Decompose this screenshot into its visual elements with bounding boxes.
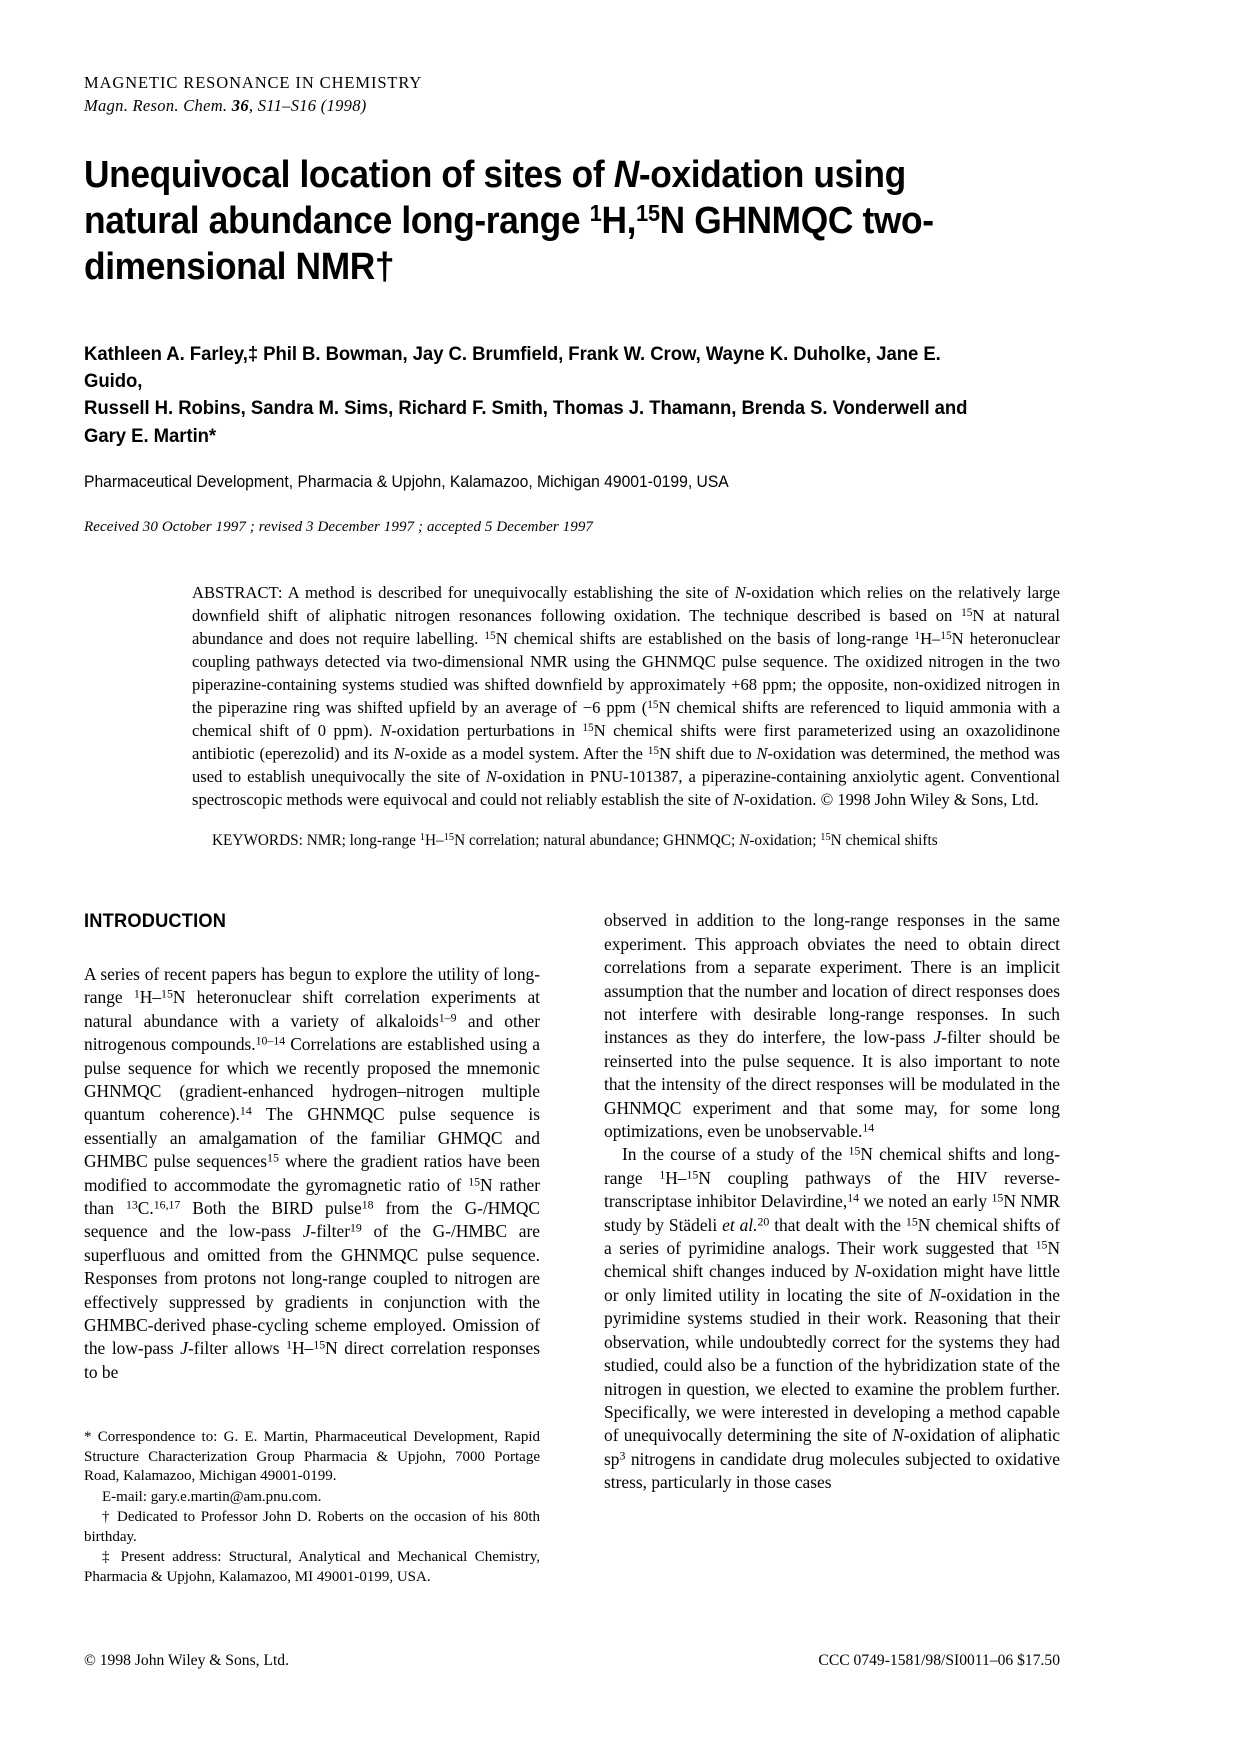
page-content — [84, 72, 1060, 1587]
footnote-email: E-mail: gary.e.martin@am.pnu.com. — [102, 1488, 322, 1505]
title-sup-1H: 1 — [589, 199, 602, 226]
footnote-dedication: † Dedicated to Professor John D. Roberts on the occasion of his 80th birthday. — [84, 1509, 540, 1545]
paragraph: observed in addition to the long-range responses in the same experiment. This approach obviates the need to obtain direct correlations from a separate experiment. There is an implicit assumption that the number and location of direct responses does not interfere with desirable long-range responses. In such instances as they do interfere, the low-pass J-filter should be reinserted into the pulse sequence. It is also important to note that the intensity of the direct responses will be modulated in the GHNMQC experiment and that some may, for some long optimizations, even be unobservable.$^{14}$ — [604, 910, 1060, 1142]
author-line-3: Gary E. Martin* — [84, 424, 217, 447]
abstract-label: ABSTRACT: — [192, 583, 283, 603]
running-head — [84, 72, 1060, 118]
title-part-4: N GHNMQC two-dimensional NMR† — [84, 199, 934, 289]
title-italic-N: N — [613, 153, 639, 196]
keywords-label: KEYWORDS: — [212, 831, 303, 849]
citation-volume: 36 — [231, 95, 249, 115]
title-sup-15N: 15 — [636, 199, 660, 226]
title-part-1: Unequivocal location of sites of — [84, 153, 614, 196]
affiliation: Pharmaceutical Development, Pharmacia & Upjohn, Kalamazoo, Michigan 49001-0199, USA — [84, 472, 729, 491]
keywords — [212, 831, 1060, 852]
citation-prefix: Magn. Reson. Chem. — [84, 95, 232, 115]
footnotes — [84, 1404, 540, 1587]
section-heading-introduction: INTRODUCTION — [84, 911, 227, 933]
column-right — [604, 909, 1060, 1587]
left-column-paragraphs — [84, 963, 540, 1384]
title-part-3: H, — [601, 199, 637, 242]
abstract-text — [192, 582, 1060, 812]
journal-name: MAGNETIC RESONANCE IN CHEMISTRY — [84, 73, 423, 92]
paragraph: A series of recent papers has begun to explore the utility of long-range $^1$H–$^{15}$N heteronuclear shift correlation experiments at natural abundance with a variety of alkaloids$^{1-9}$ and other nitrogenous compounds.$^{10-14}$ Correlations are established using a pulse sequence for which we recently proposed the mnemonic GHNMQC (gradient-enhanced hydrogen–nitrogen multiple quantum coherence).$^{14}$ The GHNMQC pulse sequence is essentially an amalgamation of the familiar GHMQC and GHMBC pulse sequences$^{15}$ where the gradient ratios have been modified to accommodate the gyromagnetic ratio of $^{15}$N rather than $^{13}$C.$^{16,17}$ Both the BIRD pulse$^{18}$ from the G-/HMQC sequence and the low-pass J-filter$^{19}$ of the G-/HMBC are superfluous and omitted from the GHNMQC pulse sequence. Responses from protons not long-range coupled to nitrogen are effectively suppressed by gradients in conjunction with the GHMBC-derived phase-cycling scheme employed. Omission of the low-pass J-filter allows $^1$H–$^{15}$N direct correlation responses to be — [84, 963, 541, 1382]
body-columns — [84, 909, 1060, 1587]
footnote-correspondence: * Correspondence to: G. E. Martin, Pharmaceutical Development, Rapid Structure Characterization Group Pharmacia & Upjohn, 7000 Portage Road, Kalamazoo, Michigan 49001-0199. — [84, 1429, 540, 1485]
abstract-body: A method is described for unequivocally establishing the site of N-oxidation which relies on the relatively large downfield shift of aliphatic nitrogen resonances following oxidation. The technique described is based on $^{15}$N at natural abundance and does not require labelling. $^{15}$N chemical shifts are established on the basis of long-range $^1$H–$^{15}$N heteronuclear coupling pathways detected via two-dimensional NMR using the GHNMQC pulse sequence. The oxidized nitrogen in the two piperazine-containing systems studied was shifted downfield by approximately +68 ppm; the opposite, non-oxidized nitrogen in the piperazine ring was shifted upfield by an average of −6 ppm ($^{15}$N chemical shifts are referenced to liquid ammonia with a chemical shift of 0 ppm). N-oxidation perturbations in $^{15}$N chemical shifts were first parameterized using an oxazolidinone antibiotic (eperezolid) and its N-oxide as a model system. After the $^{15}$N shift due to N-oxidation was determined, the method was used to establish unequivocally the site of N-oxidation in PNU-101387, a piperazine-containing anxiolytic agent. Conventional spectroscopic methods were equivocal and could not reliably establish the site of N-oxidation. © 1998 John Wiley & Sons, Ltd. — [192, 583, 1060, 809]
citation-suffix: , S11–S16 (1998) — [248, 95, 367, 115]
footer-copyright: © 1998 John Wiley & Sons, Ltd. — [84, 1652, 289, 1669]
right-column-paragraphs — [604, 909, 1060, 1494]
page-title — [84, 152, 963, 291]
abstract-block — [192, 582, 1060, 851]
paragraph: In the course of a study of the $^{15}$N chemical shifts and long-range $^1$H–$^{15}$N coupling pathways of the HIV reverse-transcriptase inhibitor Delavirdine,$^{14}$ we noted an early $^{15}$N NMR study by Städeli et al.$^{20}$ that dealt with the $^{15}$N chemical shifts of a series of pyrimidine analogs. Their work suggested that $^{15}$N chemical shift changes induced by N-oxidation might have little or only limited utility in locating the site of N-oxidation in the pyrimidine systems studied in their work. Reasoning that their observation, while undoubtedly correct for the systems they had studied, could also be a function of the hybridization state of the nitrogen in question, we elected to examine the problem further. Specifically, we were interested in developing a method capable of unequivocally determining the site of N-oxidation of aliphatic $sp^3$ nitrogens in candidate drug molecules subjected to oxidative stress, particularly in those cases — [604, 1144, 1061, 1493]
footer-ccc-code: CCC 0749-1581/98/SI0011–06 $17.50 — [818, 1652, 1060, 1669]
author-line-2: Russell H. Robins, Sandra M. Sims, Richard F. Smith, Thomas J. Thamann, Brenda S. Vonderwell and — [84, 397, 968, 420]
author-line-1: Kathleen A. Farley,‡ Phil B. Bowman, Jay C. Brumfield, Frank W. Crow, Wayne K. Duholke, Jane E. Guido, — [84, 342, 941, 392]
title-part-2: -oxidation using natural abundance long-range — [84, 153, 906, 242]
author-list — [84, 341, 996, 450]
keywords-body: NMR; long-range $^1$H–$^{15}$N correlation; natural abundance; GHNMQC; N-oxidation; $^{15}$N chemical shifts — [302, 831, 938, 849]
received-dates: Received 30 October 1997 ; revised 3 December 1997 ; accepted 5 December 1997 — [84, 519, 594, 536]
footnote-present-address: ‡ Present address: Structural, Analytical and Mechanical Chemistry, Pharmacia & Upjohn, Kalamazoo, MI 49001-0199, USA. — [84, 1549, 540, 1585]
column-left — [84, 909, 540, 1587]
page-footer — [84, 1652, 1060, 1670]
journal-citation — [84, 95, 1060, 118]
